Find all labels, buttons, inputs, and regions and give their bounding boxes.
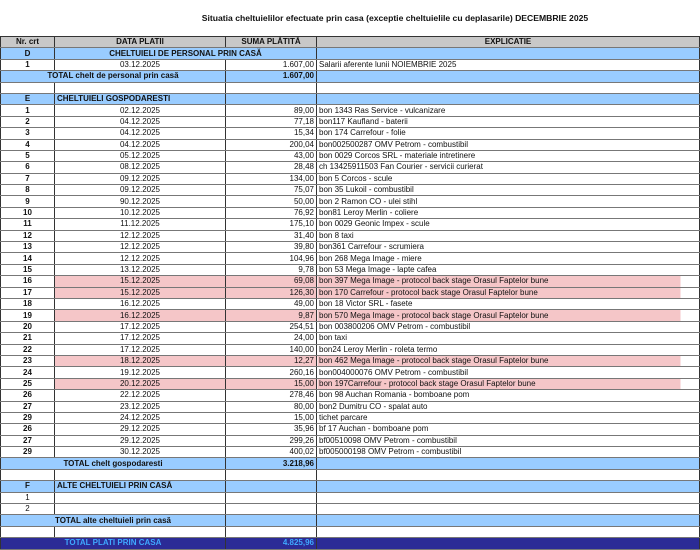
section-label: ALTE CHELTUIELI PRIN CASĂ — [55, 481, 226, 492]
row-date: 04.12.2025 — [55, 139, 226, 150]
row-date: 20.12.2025 — [55, 378, 226, 389]
cell — [1, 469, 55, 480]
section-code: D — [1, 48, 55, 59]
row-date: 10.12.2025 — [55, 207, 226, 218]
table-row — [1, 59, 700, 70]
row-explanation: Salarii aferente lunii NOIEMBRIE 2025 — [317, 59, 700, 70]
row-explanation: bf00510098 OMV Petrom - combustibil — [317, 435, 700, 446]
row-nr: 19 — [1, 310, 55, 321]
table-row — [1, 276, 700, 287]
table-row — [1, 435, 700, 446]
blank-row — [1, 526, 700, 537]
row-nr: 2 — [1, 504, 55, 515]
table-row — [1, 321, 700, 332]
row-amount: 24,00 — [226, 333, 317, 344]
row-date: 19.12.2025 — [55, 367, 226, 378]
row-explanation: bon 462 Mega Image - protocol back stage Orasul Faptelor bune — [317, 355, 700, 366]
row-nr: 26 — [1, 390, 55, 401]
section-total-row — [1, 515, 700, 526]
row-date: 24.12.2025 — [55, 412, 226, 423]
row-date: 11.12.2025 — [55, 219, 226, 230]
row-date: 13.12.2025 — [55, 264, 226, 275]
total-label: TOTAL chelt de personal prin casă — [1, 71, 226, 82]
table-row — [1, 287, 700, 298]
row-amount: 9,87 — [226, 310, 317, 321]
total-value: 1.607,00 — [226, 71, 317, 82]
row-explanation: bon 0029 Geonic Impex - scule — [317, 219, 700, 230]
header-date: DATA PLATII — [55, 37, 226, 48]
grand-total-row — [1, 538, 700, 549]
row-date: 09.12.2025 — [55, 173, 226, 184]
row-amount: 77,18 — [226, 116, 317, 127]
row-explanation: bon 5 Corcos - scule — [317, 173, 700, 184]
row-nr: 10 — [1, 207, 55, 218]
cell — [317, 538, 700, 549]
row-nr: 11 — [1, 219, 55, 230]
table-row — [1, 105, 700, 116]
section-header-row — [1, 481, 700, 492]
table-row — [1, 447, 700, 458]
row-explanation: bon 003800206 OMV Petrom - combustibil — [317, 321, 700, 332]
row-explanation: bon 53 Mega Image - lapte cafea — [317, 264, 700, 275]
section-total-row — [1, 458, 700, 469]
row-date: 04.12.2025 — [55, 116, 226, 127]
grand-total-label: TOTAL PLATI PRIN CASA — [1, 538, 226, 549]
row-nr: 8 — [1, 185, 55, 196]
table-row — [1, 253, 700, 264]
row-date: 30.12.2025 — [55, 447, 226, 458]
cell — [317, 93, 700, 104]
section-header-row — [1, 93, 700, 104]
row-amount — [226, 504, 317, 515]
table-row — [1, 424, 700, 435]
total-value — [226, 515, 317, 526]
table-row — [1, 367, 700, 378]
row-date: 12.12.2025 — [55, 253, 226, 264]
cell — [226, 481, 317, 492]
table-row — [1, 344, 700, 355]
table-row — [1, 185, 700, 196]
row-explanation — [317, 492, 700, 503]
row-amount: 31,40 — [226, 230, 317, 241]
table-row — [1, 412, 700, 423]
row-explanation: bon81 Leroy Merlin - coliere — [317, 207, 700, 218]
row-date: 12.12.2025 — [55, 242, 226, 253]
cell — [317, 481, 700, 492]
row-nr: 1 — [1, 105, 55, 116]
row-explanation: tichet parcare — [317, 412, 700, 423]
row-nr: 23 — [1, 355, 55, 366]
row-nr: 4 — [1, 139, 55, 150]
row-amount: 49,00 — [226, 298, 317, 309]
blank-row — [1, 469, 700, 480]
row-date: 08.12.2025 — [55, 162, 226, 173]
header-nr: Nr. crt — [1, 37, 55, 48]
row-amount: 1.607,00 — [226, 59, 317, 70]
table-row — [1, 128, 700, 139]
row-explanation: ch 13425911503 Fan Courier - servicii curierat — [317, 162, 700, 173]
row-date: 17.12.2025 — [55, 344, 226, 355]
row-date: 16.12.2025 — [55, 298, 226, 309]
cell — [226, 82, 317, 93]
cell — [317, 526, 700, 537]
row-nr: 14 — [1, 253, 55, 264]
row-nr: 2 — [1, 116, 55, 127]
cell — [1, 82, 55, 93]
row-amount: 35,96 — [226, 424, 317, 435]
section-label: CHELTUIELI DE PERSONAL PRIN CASĂ — [55, 48, 317, 59]
row-explanation: bon 197Carrefour - protocol back stage Orasul Faptelor bune — [317, 378, 700, 389]
row-explanation — [317, 504, 700, 515]
total-label: TOTAL chelt gospodaresti — [1, 458, 226, 469]
table-row — [1, 355, 700, 366]
header-explanation: EXPLICATIE — [317, 37, 700, 48]
table-row — [1, 139, 700, 150]
table-row — [1, 504, 700, 515]
row-nr: 27 — [1, 401, 55, 412]
row-nr: 24 — [1, 367, 55, 378]
cell — [1, 526, 55, 537]
row-explanation: bon361 Carrefour - scrumiera — [317, 242, 700, 253]
row-amount: 39,80 — [226, 242, 317, 253]
row-amount: 104,96 — [226, 253, 317, 264]
row-nr: 6 — [1, 162, 55, 173]
cell — [226, 93, 317, 104]
row-date: 16.12.2025 — [55, 310, 226, 321]
row-nr: 29 — [1, 412, 55, 423]
row-amount: 9,78 — [226, 264, 317, 275]
row-nr: 25 — [1, 378, 55, 389]
row-amount: 76,92 — [226, 207, 317, 218]
row-amount: 75,07 — [226, 185, 317, 196]
row-amount: 89,00 — [226, 105, 317, 116]
total-label: TOTAL alte cheltuieli prin casă — [1, 515, 226, 526]
cell — [317, 515, 700, 526]
cell — [226, 526, 317, 537]
row-explanation: bon 570 Mega Image - protocol back stage Orasul Faptelor bune — [317, 310, 700, 321]
row-amount: 69,08 — [226, 276, 317, 287]
row-nr: 26 — [1, 424, 55, 435]
row-nr: 29 — [1, 447, 55, 458]
cell — [226, 469, 317, 480]
row-amount: 175,10 — [226, 219, 317, 230]
row-explanation: bon taxi — [317, 333, 700, 344]
row-explanation: bon 0029 Corcos SRL - materiale intretinere — [317, 150, 700, 161]
table-row — [1, 116, 700, 127]
total-value: 3.218,96 — [226, 458, 317, 469]
row-explanation: bon2 Dumitru CO - spalat auto — [317, 401, 700, 412]
table-row — [1, 219, 700, 230]
row-nr: 15 — [1, 264, 55, 275]
row-amount: 400,02 — [226, 447, 317, 458]
row-explanation: bon 18 Victor SRL - fasete — [317, 298, 700, 309]
row-explanation: bon 98 Auchan Romania - bomboane pom — [317, 390, 700, 401]
row-date: 17.12.2025 — [55, 321, 226, 332]
table-header-row — [1, 37, 700, 48]
row-date: 90.12.2025 — [55, 196, 226, 207]
row-explanation: bf005000198 OMV Petrom - combustibil — [317, 447, 700, 458]
row-explanation: bon 1343 Ras Service - vulcanizare — [317, 105, 700, 116]
row-date — [55, 504, 226, 515]
section-label: CHELTUIELI GOSPODARESTI — [55, 93, 226, 104]
row-date: 02.12.2025 — [55, 105, 226, 116]
row-nr: 27 — [1, 435, 55, 446]
row-nr: 1 — [1, 59, 55, 70]
row-explanation: bon 2 Ramon CO - ulei stihl — [317, 196, 700, 207]
row-nr: 20 — [1, 321, 55, 332]
row-date: 15.12.2025 — [55, 287, 226, 298]
row-amount: 28,48 — [226, 162, 317, 173]
table-row — [1, 162, 700, 173]
row-date: 15.12.2025 — [55, 276, 226, 287]
expenses-table — [0, 36, 700, 550]
row-date: 09.12.2025 — [55, 185, 226, 196]
row-amount: 299,26 — [226, 435, 317, 446]
row-nr: 16 — [1, 276, 55, 287]
row-amount: 140,00 — [226, 344, 317, 355]
table-row — [1, 242, 700, 253]
row-date: 29.12.2025 — [55, 435, 226, 446]
row-explanation: bon002500287 OMV Petrom - combustibil — [317, 139, 700, 150]
blank-row — [1, 82, 700, 93]
row-nr: 12 — [1, 230, 55, 241]
row-date: 18.12.2025 — [55, 355, 226, 366]
row-amount: 134,00 — [226, 173, 317, 184]
table-row — [1, 390, 700, 401]
row-date: 05.12.2025 — [55, 150, 226, 161]
row-nr: 13 — [1, 242, 55, 253]
table-row — [1, 196, 700, 207]
section-code: F — [1, 481, 55, 492]
section-header-row — [1, 48, 700, 59]
row-date: 29.12.2025 — [55, 424, 226, 435]
row-nr: 22 — [1, 344, 55, 355]
row-date: 04.12.2025 — [55, 128, 226, 139]
table-row — [1, 378, 700, 389]
cell — [55, 526, 226, 537]
row-explanation: bon24 Leroy Merlin - roleta termo — [317, 344, 700, 355]
table-row — [1, 310, 700, 321]
cell — [317, 82, 700, 93]
row-nr: 3 — [1, 128, 55, 139]
row-amount: 126,30 — [226, 287, 317, 298]
row-amount: 254,51 — [226, 321, 317, 332]
grand-total-value: 4.825,96 — [226, 538, 317, 549]
table-row — [1, 207, 700, 218]
row-amount: 278,46 — [226, 390, 317, 401]
row-explanation: bon 35 Lukoil - combustibil — [317, 185, 700, 196]
row-amount: 15,00 — [226, 378, 317, 389]
row-explanation: bon004000076 OMV Petrom - combustibil — [317, 367, 700, 378]
row-nr: 7 — [1, 173, 55, 184]
row-amount: 15,34 — [226, 128, 317, 139]
table-row — [1, 401, 700, 412]
cell — [317, 469, 700, 480]
row-date: 17.12.2025 — [55, 333, 226, 344]
section-code: E — [1, 93, 55, 104]
row-date: 03.12.2025 — [55, 59, 226, 70]
cell — [317, 458, 700, 469]
row-explanation: bon117 Kaufland - baterii — [317, 116, 700, 127]
row-amount: 80,00 — [226, 401, 317, 412]
row-explanation: bon 170 Carrefour - protocol back stage Orasul Faptelor bune — [317, 287, 700, 298]
row-date: 22.12.2025 — [55, 390, 226, 401]
row-amount: 12,27 — [226, 355, 317, 366]
cell — [55, 469, 226, 480]
row-explanation: bon 397 Mega Image - protocol back stage Orasul Faptelor bune — [317, 276, 700, 287]
cell — [55, 82, 226, 93]
cell — [317, 71, 700, 82]
row-date: 12.12.2025 — [55, 230, 226, 241]
row-date — [55, 492, 226, 503]
table-row — [1, 298, 700, 309]
row-nr: 9 — [1, 196, 55, 207]
table-row — [1, 173, 700, 184]
header-amount: SUMA PLĂTITĂ — [226, 37, 317, 48]
row-explanation: bon 268 Mega Image - miere — [317, 253, 700, 264]
row-nr: 5 — [1, 150, 55, 161]
document-title: Situatia cheltuielilor efectuate prin casa (exceptie cheltuielile cu deplasarile) DECEMBRIE 2025 — [201, 13, 589, 23]
row-amount — [226, 492, 317, 503]
table-row — [1, 264, 700, 275]
table-row — [1, 230, 700, 241]
table-row — [1, 150, 700, 161]
row-nr: 21 — [1, 333, 55, 344]
row-explanation: bon 174 Carrefour - folie — [317, 128, 700, 139]
row-nr: 17 — [1, 287, 55, 298]
row-nr: 1 — [1, 492, 55, 503]
row-explanation: bf 17 Auchan - bomboane pom — [317, 424, 700, 435]
row-amount: 15,00 — [226, 412, 317, 423]
table-row — [1, 492, 700, 503]
row-date: 23.12.2025 — [55, 401, 226, 412]
row-amount: 50,00 — [226, 196, 317, 207]
section-total-row — [1, 71, 700, 82]
table-row — [1, 333, 700, 344]
row-amount: 200,04 — [226, 139, 317, 150]
row-amount: 260,16 — [226, 367, 317, 378]
row-amount: 43,00 — [226, 150, 317, 161]
row-nr: 18 — [1, 298, 55, 309]
row-explanation: bon 8 taxi — [317, 230, 700, 241]
cell — [317, 48, 700, 59]
